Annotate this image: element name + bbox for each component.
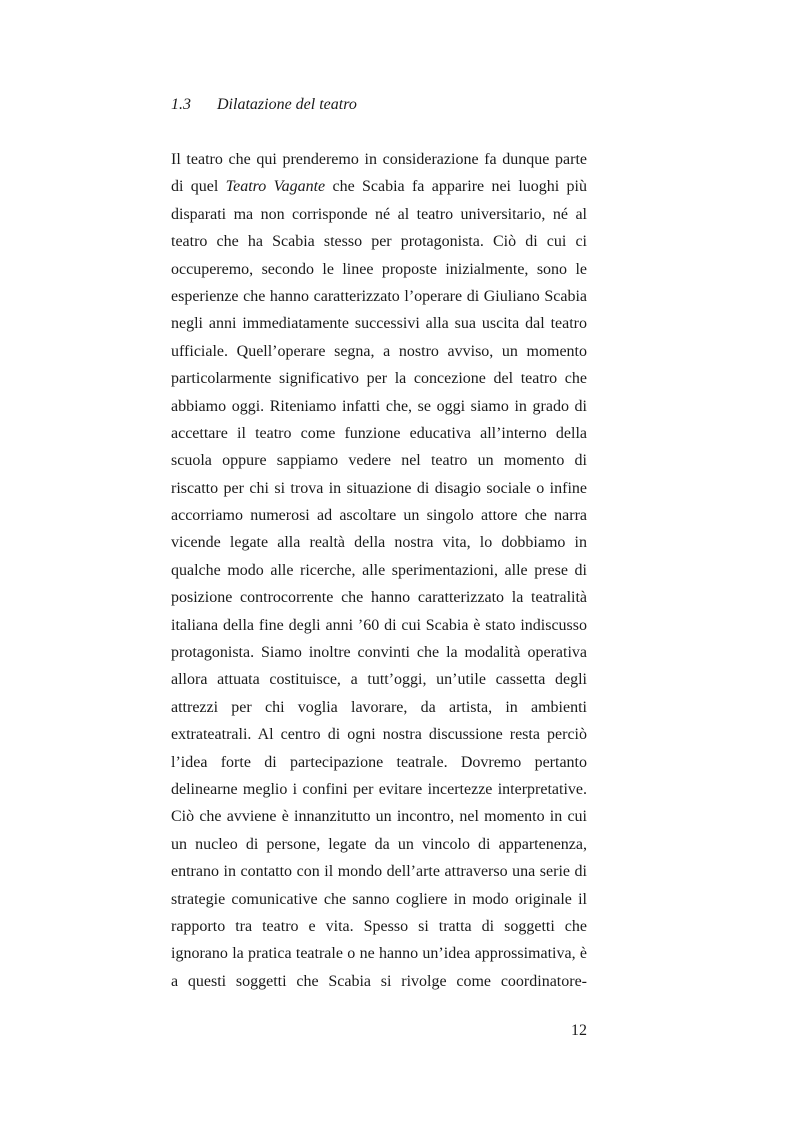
text-line: Ciò che avviene è innanzitutto un incontro, nel momento in cui <box>171 808 587 826</box>
text-line: abbiamo oggi. Riteniamo infatti che, se oggi siamo in grado di <box>171 397 587 415</box>
text-line: entrano in contatto con il mondo dell’arte attraverso una serie di <box>171 863 587 881</box>
body-paragraph <box>171 146 587 995</box>
text-line: l’idea forte di partecipazione teatrale. Dovremo pertanto <box>171 753 587 771</box>
page-number: 12 <box>571 1022 587 1039</box>
text-line: accorriamo numerosi ad ascoltare un singolo attore che narra <box>171 507 587 525</box>
text-line: a questi soggetti che Scabia si rivolge come coordinatore- <box>171 972 587 990</box>
section-number: 1.3 <box>171 96 191 113</box>
text-line: scuola oppure sappiamo vedere nel teatro un momento di <box>171 452 587 470</box>
text-line: delinearne meglio i confini per evitare incertezze interpretative. <box>171 780 587 798</box>
text-line: particolarmente significativo per la concezione del teatro che <box>171 370 587 388</box>
text-line: esperienze che hanno caratterizzato l’operare di Giuliano Scabia <box>171 287 587 305</box>
text-line: un nucleo di persone, legate da un vincolo di appartenenza, <box>171 835 587 853</box>
text-line: occuperemo, secondo le linee proposte inizialmente, sono le <box>171 260 587 278</box>
text-span: che Scabia fa apparire nei luoghi più <box>325 178 587 196</box>
text-line: extrateatrali. Al centro di ogni nostra discussione resta perciò <box>171 726 587 744</box>
text-line: negli anni immediatamente successivi alla sua uscita dal teatro <box>171 315 587 333</box>
text-line: disparati ma non corrisponde né al teatro universitario, né al <box>171 205 587 223</box>
text-line: riscatto per chi si trova in situazione di disagio sociale o infine <box>171 479 587 497</box>
text-line: rapporto tra teatro e vita. Spesso si tratta di soggetti che <box>171 917 587 935</box>
text-line: allora attuata costituisce, a tutt’oggi, un’utile cassetta degli <box>171 671 587 689</box>
italic-title: Teatro Vagante <box>225 178 326 196</box>
text-line: Il teatro che qui prenderemo in considerazione fa dunque parte <box>171 151 587 168</box>
text-line <box>171 173 587 200</box>
text-line: posizione controcorrente che hanno caratterizzato la teatralità <box>171 589 587 607</box>
text-line: strategie comunicative che sanno cogliere in modo originale il <box>171 890 587 908</box>
text-line: teatro che ha Scabia stesso per protagonista. Ciò di cui ci <box>171 233 587 251</box>
text-line: italiana della fine degli anni ’60 di cui Scabia è stato indiscusso <box>171 616 587 634</box>
text-line: attrezzi per chi voglia lavorare, da artista, in ambienti <box>171 698 587 716</box>
text-line: vicende legate alla realtà della nostra vita, lo dobbiamo in <box>171 534 587 552</box>
text-line: qualche modo alle ricerche, alle sperimentazioni, alle prese di <box>171 561 587 579</box>
text-line: ufficiale. Quell’operare segna, a nostro avviso, un momento <box>171 342 587 360</box>
text-line: accettare il teatro come funzione educativa all’interno della <box>171 424 587 442</box>
text-line: protagonista. Siamo inoltre convinti che la modalità operativa <box>171 644 587 662</box>
text-line: ignorano la pratica teatrale o ne hanno un’idea approssimativa, è <box>171 945 587 963</box>
section-title: Dilatazione del teatro <box>217 96 357 113</box>
section-heading <box>171 94 357 116</box>
text-span: di quel <box>171 178 226 196</box>
